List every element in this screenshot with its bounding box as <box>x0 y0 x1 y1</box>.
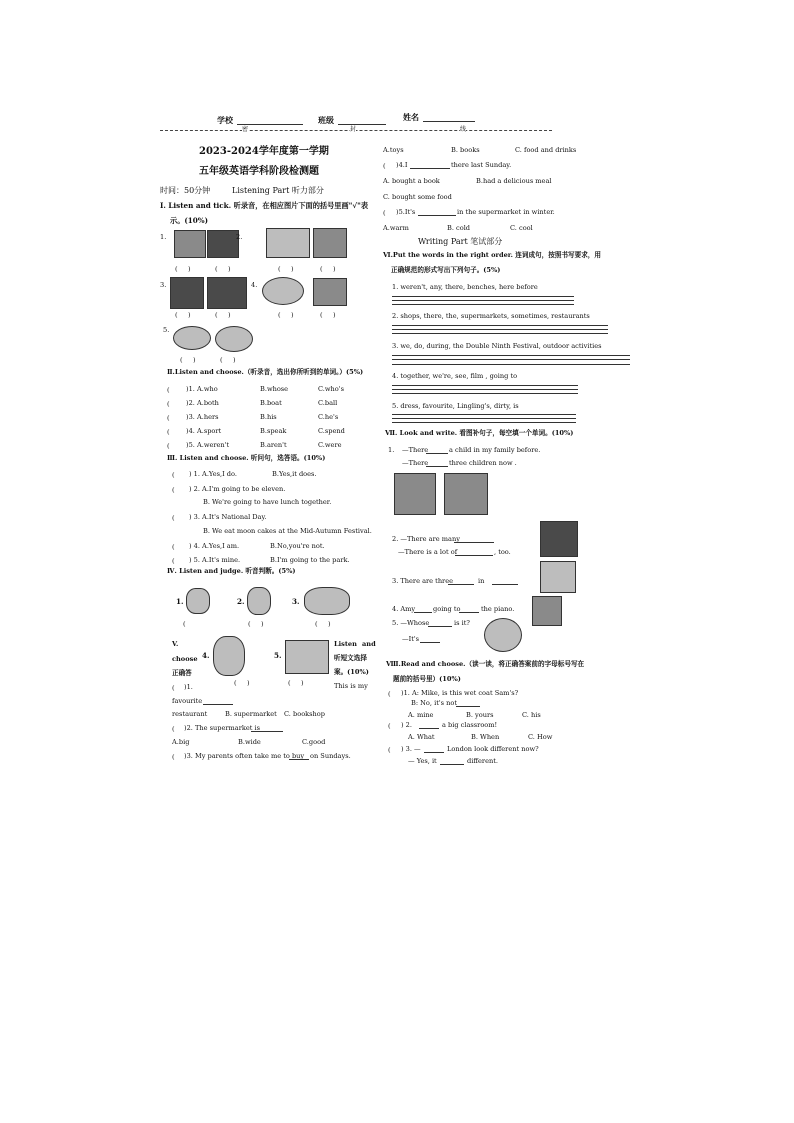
s2-q3-c: C.he's <box>318 413 339 421</box>
s4-picture-3 <box>304 587 350 615</box>
s7-q5a-end: is it? <box>454 619 470 627</box>
s4-picture-1 <box>186 588 210 614</box>
listening-part-label: Listening Part 听力部分 <box>232 186 324 195</box>
s1-picture-3a <box>170 277 204 309</box>
s7-q5b-blank[interactable] <box>420 642 440 643</box>
s5-q1-favourite: favourite <box>172 697 203 705</box>
s3-q1-a: ) 1. A.Yes,I do. <box>189 470 237 478</box>
s2-q5: )5. A.weren't <box>186 441 230 449</box>
section7-title: Ⅶ. Look and write. 看图补句子，每空填一个单词。(10%) <box>385 429 574 437</box>
s4-picture-4 <box>213 636 245 676</box>
s7-q4: 4. Amy <box>392 605 416 613</box>
s5-q3-c: C. food and drinks <box>515 146 577 154</box>
s5-q1: )1. <box>184 683 193 691</box>
s1-picture-2a <box>266 228 310 258</box>
section6-title-2: 正确规范的形式写出下列句子。(5%) <box>391 266 501 274</box>
paper-title-line2: 五年级英语学科阶段检测题 <box>199 166 319 177</box>
s5-title-cn2: 正确答 <box>172 669 192 677</box>
class-label: 班级 <box>318 115 334 125</box>
s6-q2-line3 <box>392 333 608 334</box>
s7-picture-5 <box>484 618 522 652</box>
s8-q3b-blank[interactable] <box>440 764 464 765</box>
s5-q2-b: B.wide <box>238 738 261 746</box>
s1-picture-2b <box>313 228 347 258</box>
seal-char-3: 线 <box>460 126 467 133</box>
s3-q2-b: B. We're going to have lunch together. <box>203 498 332 506</box>
s6-q1-line3 <box>392 304 574 305</box>
s1-num-3: 3. <box>160 281 167 289</box>
s5-choose: choose <box>172 655 198 663</box>
s7-q4-blank2[interactable] <box>459 612 479 613</box>
s7-q1a-end: a child in my family before. <box>449 446 541 454</box>
s7-q1a: —There <box>402 446 429 454</box>
s1-num-1: 1. <box>160 233 167 241</box>
s8-q2: ) 2. <box>401 721 412 729</box>
s2-q1-c: C.who's <box>318 385 344 393</box>
s1-picture-4b <box>313 278 347 306</box>
s5-q5: )5.It's <box>396 208 416 216</box>
s2-q1-b: B.whose <box>260 385 289 393</box>
s8-q1-blank[interactable] <box>456 706 480 707</box>
s5-q5-a: A.warm <box>383 224 409 232</box>
s8-q2-a: A. What <box>408 733 435 741</box>
s4-num-4: 4. <box>202 651 210 660</box>
s8-q1b: B: No, it's not <box>411 699 458 707</box>
s1-picture-3b <box>207 277 247 309</box>
s7-q1b-end: three children now . <box>449 459 517 467</box>
s7-q2b-blank[interactable] <box>455 555 493 556</box>
s2-q3: )3. A.hers <box>186 413 219 421</box>
s8-q3-end: London look different now? <box>447 745 539 753</box>
s7-q4-end: the piano. <box>481 605 515 613</box>
s3-q4-b: B.No,you're not. <box>270 542 325 550</box>
s5-q1-b: B. supermarket <box>225 710 277 718</box>
s4-num-2: 2. <box>237 597 245 606</box>
s5-q1-blank[interactable] <box>203 704 233 705</box>
s4-picture-2 <box>247 587 271 615</box>
s7-q5a: 5. —Whose <box>392 619 430 627</box>
s7-q1b-blank[interactable] <box>426 466 448 467</box>
s7-q1b: —There <box>402 459 429 467</box>
name-blank[interactable] <box>423 121 475 122</box>
s3-q5-b: B.I'm going to the park. <box>270 556 350 564</box>
s7-q3-in: in <box>478 577 485 585</box>
s6-q3-line3 <box>392 364 630 365</box>
s7-picture-3 <box>540 561 576 593</box>
s5-q5-b: B. cold <box>447 224 471 232</box>
s6-q5-line3 <box>392 422 576 423</box>
s4-num-5: 5. <box>274 651 282 660</box>
s7-q2a: 2. —There are many <box>392 535 460 543</box>
s8-q1-c: C. his <box>522 711 541 719</box>
s6-q1-line1[interactable] <box>392 296 574 297</box>
s7-num-1: 1. <box>388 446 395 454</box>
s5-q5-end: in the supermarket in winter. <box>457 208 555 216</box>
s5-q4: )4.I <box>396 161 408 169</box>
s6-q4: 4. together, we're, see, film , going to <box>392 372 518 380</box>
s6-q2-line1[interactable] <box>392 325 608 326</box>
s3-q4-a: ) 4. A.Yes,I am. <box>189 542 240 550</box>
name-label: 姓名 <box>403 112 419 122</box>
s7-q5b: —It's <box>402 635 420 643</box>
class-blank[interactable] <box>338 124 386 125</box>
section3-title: Ⅲ. Listen and choose. 听问句，选答语。(10%) <box>167 454 326 462</box>
s2-q1: )1. A.who <box>186 385 218 393</box>
s7-picture-2 <box>540 521 578 557</box>
s5-q5-blank[interactable] <box>418 215 456 216</box>
s5-q3-b: B. books <box>451 146 480 154</box>
s5-q4-end: there last Sunday. <box>451 161 512 169</box>
time-label: 时间：50分钟 <box>160 186 211 195</box>
s6-q2-line2 <box>392 329 608 330</box>
s2-q4: )4. A.sport <box>186 427 222 435</box>
s6-q5-line1[interactable] <box>392 414 576 415</box>
s7-q4-mid: going to <box>433 605 461 613</box>
s5-q1-a: restaurant <box>172 710 208 718</box>
s2-q5-c: C.were <box>318 441 342 449</box>
school-label: 学校 <box>217 115 233 125</box>
s1-num-5: 5. <box>163 326 170 334</box>
s1-num-4: 4. <box>251 281 258 289</box>
s4-picture-5 <box>285 640 329 674</box>
s4-num-1: 1. <box>176 597 184 606</box>
s8-q1-a: A. mine <box>408 711 434 719</box>
s1-picture-5a <box>173 326 211 350</box>
s5-title-cn3: 案。(10%) <box>334 668 369 676</box>
s8-q3b: — Yes, it <box>408 757 437 765</box>
s6-q5-line2 <box>392 418 576 419</box>
s5-q4-b: B.had a delicious meal <box>476 177 552 185</box>
s8-q3: ) 3. — <box>401 745 421 753</box>
s7-q1a-blank[interactable] <box>426 453 448 454</box>
s8-q2-b: B. When <box>471 733 500 741</box>
s7-q5a-blank[interactable] <box>428 626 452 627</box>
section1-title: Ⅰ. Listen and tick. 听录音，在相应图片下面的括号里画"√"表 <box>160 201 369 210</box>
s8-q1: )1. A: Mike, is this wet coat Sam's? <box>401 689 519 697</box>
s6-q4-line2 <box>392 389 578 390</box>
section8-title: Ⅷ.Read and choose.（读一读，将正确答案前的字母标号写在 <box>386 660 585 668</box>
s8-q1-b: B. yours <box>466 711 494 719</box>
s5-q2-c: C.good <box>302 738 326 746</box>
s8-q3-blank[interactable] <box>424 752 444 753</box>
s5-listen: Listen <box>334 640 357 648</box>
section8-title-2: 题前的括号里）(10%) <box>393 675 461 683</box>
s5-title-cn: 听短文选择 <box>334 654 367 662</box>
s8-q2-blank[interactable] <box>419 728 439 729</box>
s3-q2-a: ) 2. A.I'm going to be eleven. <box>189 485 286 493</box>
s8-q2-end: a big classroom! <box>442 721 498 729</box>
s7-picture-1b <box>444 473 488 515</box>
s6-q4-line3 <box>392 393 578 394</box>
s5-q1-stem: This is my <box>334 682 368 690</box>
s7-picture-4 <box>532 596 562 626</box>
s1-num-2: 2. <box>236 233 243 241</box>
s5-q3: )3. My parents often take me to buy <box>184 752 305 760</box>
s5-q4-c: C. bought some food <box>383 193 452 201</box>
section2-title: Ⅱ.Listen and choose.（听录音，选出你所听到的单词。）(5%) <box>167 368 364 376</box>
s6-q4-line1[interactable] <box>392 385 578 386</box>
s2-q2-b: B.boat <box>260 399 282 407</box>
s1-picture-1a <box>174 230 206 258</box>
s5-q5-c: C. cool <box>510 224 533 232</box>
section1-title-2: 示。(10%) <box>170 216 209 225</box>
s5-q2-blank[interactable] <box>251 731 283 732</box>
s6-q3: 3. we, do, during, the Double Ninth Festival, outdoor activities <box>392 342 602 350</box>
s7-q3: 3. There are three <box>392 577 454 585</box>
s5-roman: V. <box>172 640 179 648</box>
s8-q3b-end: different. <box>467 757 498 765</box>
s7-q2b: —There is a lot of <box>398 548 458 556</box>
s2-q5-b: B.aren't <box>260 441 287 449</box>
s2-q2: )2. A.both <box>186 399 219 407</box>
s2-q4-b: B.speak <box>260 427 287 435</box>
s6-q1-line2 <box>392 300 574 301</box>
s2-q2-c: C.ball <box>318 399 338 407</box>
s5-q3-end: on Sundays. <box>310 752 351 760</box>
s6-q3-line2 <box>392 359 630 360</box>
s6-q3-line1[interactable] <box>392 355 630 356</box>
s4-num-3: 3. <box>292 597 300 606</box>
s3-q3-a: ) 3. A.It's National Day. <box>189 513 267 521</box>
s6-q5: 5. dress, favourite, Lingling's, dirty, is <box>392 402 519 410</box>
s7-q4-blank1[interactable] <box>414 612 432 613</box>
s5-q4-a: A. bought a book <box>383 177 440 185</box>
s3-q3-b: B. We eat moon cakes at the Mid-Autumn Festival. <box>203 527 372 535</box>
s7-q2b-end: , too. <box>494 548 511 556</box>
section6-title: Ⅵ.Put the words in the right order. 连词成句，按照书写要求，用 <box>383 251 601 259</box>
s1-picture-1b <box>207 230 239 258</box>
s5-q1-c: C. bookshop <box>284 710 325 718</box>
s6-q2: 2. shops, there, the, supermarkets, sometimes, restaurants <box>392 312 590 320</box>
s7-q2a-blank[interactable] <box>454 542 494 543</box>
s5-q2: )2. The supermarket is <box>184 724 260 732</box>
s1-picture-5b <box>215 326 253 352</box>
s5-q4-blank[interactable] <box>410 168 450 169</box>
s5-q3-a: A.toys <box>383 146 404 154</box>
s8-q2-c: C. How <box>528 733 553 741</box>
s7-q3-blank2[interactable] <box>492 584 518 585</box>
s2-q3-b: B.his <box>260 413 277 421</box>
seal-char-2: 封 <box>350 126 357 133</box>
s7-q3-blank1[interactable] <box>448 584 474 585</box>
s6-q1: 1. weren't, any, there, benches, here before <box>392 283 538 291</box>
s2-q4-c: C.spend <box>318 427 345 435</box>
s7-picture-1a <box>394 473 436 515</box>
paper-title-line1: 2023-2024学年度第一学期 <box>199 146 329 157</box>
section4-title: Ⅳ. Listen and judge. 听音判断。(5%) <box>167 567 296 575</box>
school-blank[interactable] <box>237 124 303 125</box>
s1-picture-4a <box>262 277 304 305</box>
seal-char-1: 密 <box>242 126 249 133</box>
s5-q3-blank[interactable] <box>289 759 309 760</box>
writing-part-label: Writing Part 笔试部分 <box>418 237 503 246</box>
s5-and: and <box>362 640 376 648</box>
s3-q5-a: ) 5. A.It's mine. <box>189 556 241 564</box>
s5-q2-a: A.big <box>172 738 190 746</box>
s3-q1-b: B.Yes,it does. <box>272 470 317 478</box>
